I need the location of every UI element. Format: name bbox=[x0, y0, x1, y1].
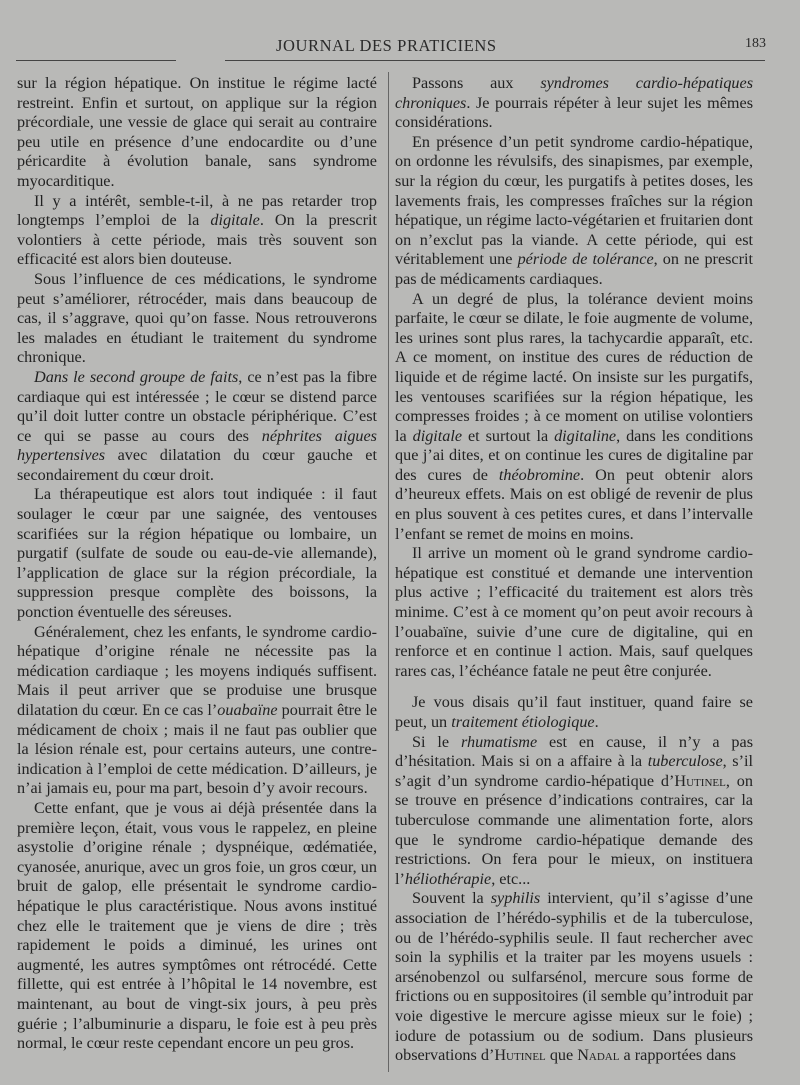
paragraph: sur la région hépatique. On institue le régime lacté restreint. Enfin et surtout, on applique sur la région précordiale, une vessie de glace qui serait au contraire peu utile en présence d’une endocardite ou d’une péricardite à évolution banale, sans syndrome myocarditique. bbox=[17, 74, 377, 190]
paragraph: Généralement, chez les enfants, le syndrome cardio-hépatique d’origine rénale ne nécessite pas la médication cardiaque ; les moyens indiqués suffisent. Mais il peut arriver que se produise une brusque dilatation du cœur. En ce cas l’ouabaïne pourrait être le médicament de choix ; mais il ne faut pas oublier que la lésion rénale est, pour certains auteurs, une contre-indication à l’emploi de cette médication. D’ailleurs, je n’ai jamais eu, pour ma part, besoin d’y avoir recours. bbox=[17, 622, 377, 798]
paragraph: Il y a intérêt, semble-t-il, à ne pas retarder trop longtemps l’emploi de la digitale. On la prescrit volontiers à cette période, mais très souvent son efficacité est alors bien douteuse. bbox=[17, 191, 377, 269]
paragraph: Passons aux syndromes cardio-hépatiques chroniques. Je pourrais répéter à leur sujet les mêmes considérations. bbox=[395, 74, 753, 132]
left-column bbox=[17, 74, 377, 1054]
running-header bbox=[0, 34, 800, 64]
paragraph: Je vous disais qu’il faut instituer, quand faire se peut, un traitement étiologique. bbox=[395, 693, 753, 731]
paragraph: Souvent la syphilis intervient, qu’il s’agisse d’une association de l’hérédo-syphilis et de la tuberculose, ou de l’hérédo-syphilis seule. Il faut rechercher avec soin la syphilis et la traiter par les moyens usuels : arsénobenzol ou sulfarsénol, mercure sous forme de frictions ou en suppositoires (il semble qu’introduit par voie digestive le mercure agisse mieux sur le foie) ; iodure de potassium ou de sodium. Dans plusieurs observations d’Hutinel que Nadal a rapportées dans bbox=[395, 889, 753, 1065]
paragraph: A un degré de plus, la tolérance devient moins parfaite, le cœur se dilate, le foie augmente de volume, les urines sont plus rares, la tachycardie apparaît, etc. A ce moment, on institue des cures de réduction de liquide et de régime lacté. On insiste sur les purgatifs, les ventouses scarifiées sur la région hépatique, les compresses froides ; à ce moment on utilise volontiers la digitale et surtout la digitaline, dans les conditions que j’ai dites, et on continue les cures de digitaline par des cures de théobromine. On peut obtenir alors d’heureux effets. Mais on est obligé de revenir de plus en plus souvent à ces petites cures, et dans l’intervalle l’enfant se remet de moins en moins. bbox=[395, 289, 753, 543]
header-rule-right bbox=[225, 60, 765, 61]
paragraph: Il arrive un moment où le grand syndrome cardio-hépatique est constitué et demande une intervention plus active ; l’efficacité du traitement est alors très minime. C’est à ce moment qu’on peut avoir recours à l’ouabaïne, suivie d’une cure de digitaline, qui en renforce et en continue l action. Mais, sauf quelques rares cas, l’échéance fatale ne peut être conjurée. bbox=[395, 544, 753, 680]
header-rule-left bbox=[16, 60, 176, 61]
paragraph: Si le rhumatisme est en cause, il n’y a pas d’hésitation. Mais si on a affaire à la tuberculose, s’il s’agit d’un syndrome cardio-hépatique d’Hutinel, on se trouve en présence d’indications contraires, car la tuberculose commande une alimentation forte, alors que le syndrome cardio-hépatique demande des restrictions. On fera pour le mieux, on instituera l’héliothérapie, etc... bbox=[395, 732, 754, 888]
paragraph: Dans le second groupe de faits, ce n’est pas la fibre cardiaque qui est intéressée ; le cœur se distend parce qu’il doit lutter contre un obstacle périphérique. C’est ce qui se passe au cours des néphrites aigues hypertensives avec dilatation du cœur gauche et secondairement du cœur droit. bbox=[17, 367, 377, 484]
page-number: 183 bbox=[745, 36, 766, 51]
column-divider bbox=[388, 72, 389, 1072]
paragraph: En présence d’un petit syndrome cardio-hépatique, on ordonne les révulsifs, des sinapismes, par exemple, sur la région du cœur, les purgatifs à petites doses, les lavements frais, les compresses fraîches sur la région hépatique, un régime lacto-végétarien et fruitarien dont on n’exclut pas la viande. A cette période, qui est véritablement une période de tolérance, on ne prescrit pas de médicaments cardiaques. bbox=[395, 132, 753, 288]
paragraph: Cette enfant, que je vous ai déjà présentée dans la première leçon, était, vous vous le rappelez, en pleine asystolie d’origine rénale ; dyspnéique, œdématiée, cyanosée, anurique, avec un gros foie, un gros cœur, un bruit de galop, elle présentait le syndrome cardio-hépatique le plus caractéristique. Nous avons institué chez elle le traitement que je viens de dire ; très rapidement le poids a diminué, les urines ont augmenté, les autres symptômes ont rétrocédé. Cette fillette, qui est entrée à l’hôpital le 14 novembre, est maintenant, au bout de vingt-six jours, à peu près guérie ; l’albuminurie a disparu, le foie est à peu près normal, le cœur reste cependant encore un peu gros. bbox=[17, 798, 377, 1053]
paragraph: La thérapeutique est alors tout indiquée : il faut soulager le cœur par une saignée, des ventouses scarifiées sur la région hépatique ou lombaire, un purgatif (sulfate de soude ou eau-de-vie allemande), l’application de glace sur la région précordiale, la suppression presque complète des boissons, la ponction éventuelle des séreuses. bbox=[17, 485, 377, 622]
right-column bbox=[395, 74, 753, 1066]
journal-title: JOURNAL DES PRATICIENS bbox=[276, 36, 497, 55]
paragraph: Sous l’influence de ces médications, le syndrome peut s’améliorer, rétrocéder, mais dans beaucoup de cas, il s’aggrave, quoi qu’on fasse. Nous retrouverons les malades en étudiant le traitement du syndrome chronique. bbox=[17, 269, 377, 367]
